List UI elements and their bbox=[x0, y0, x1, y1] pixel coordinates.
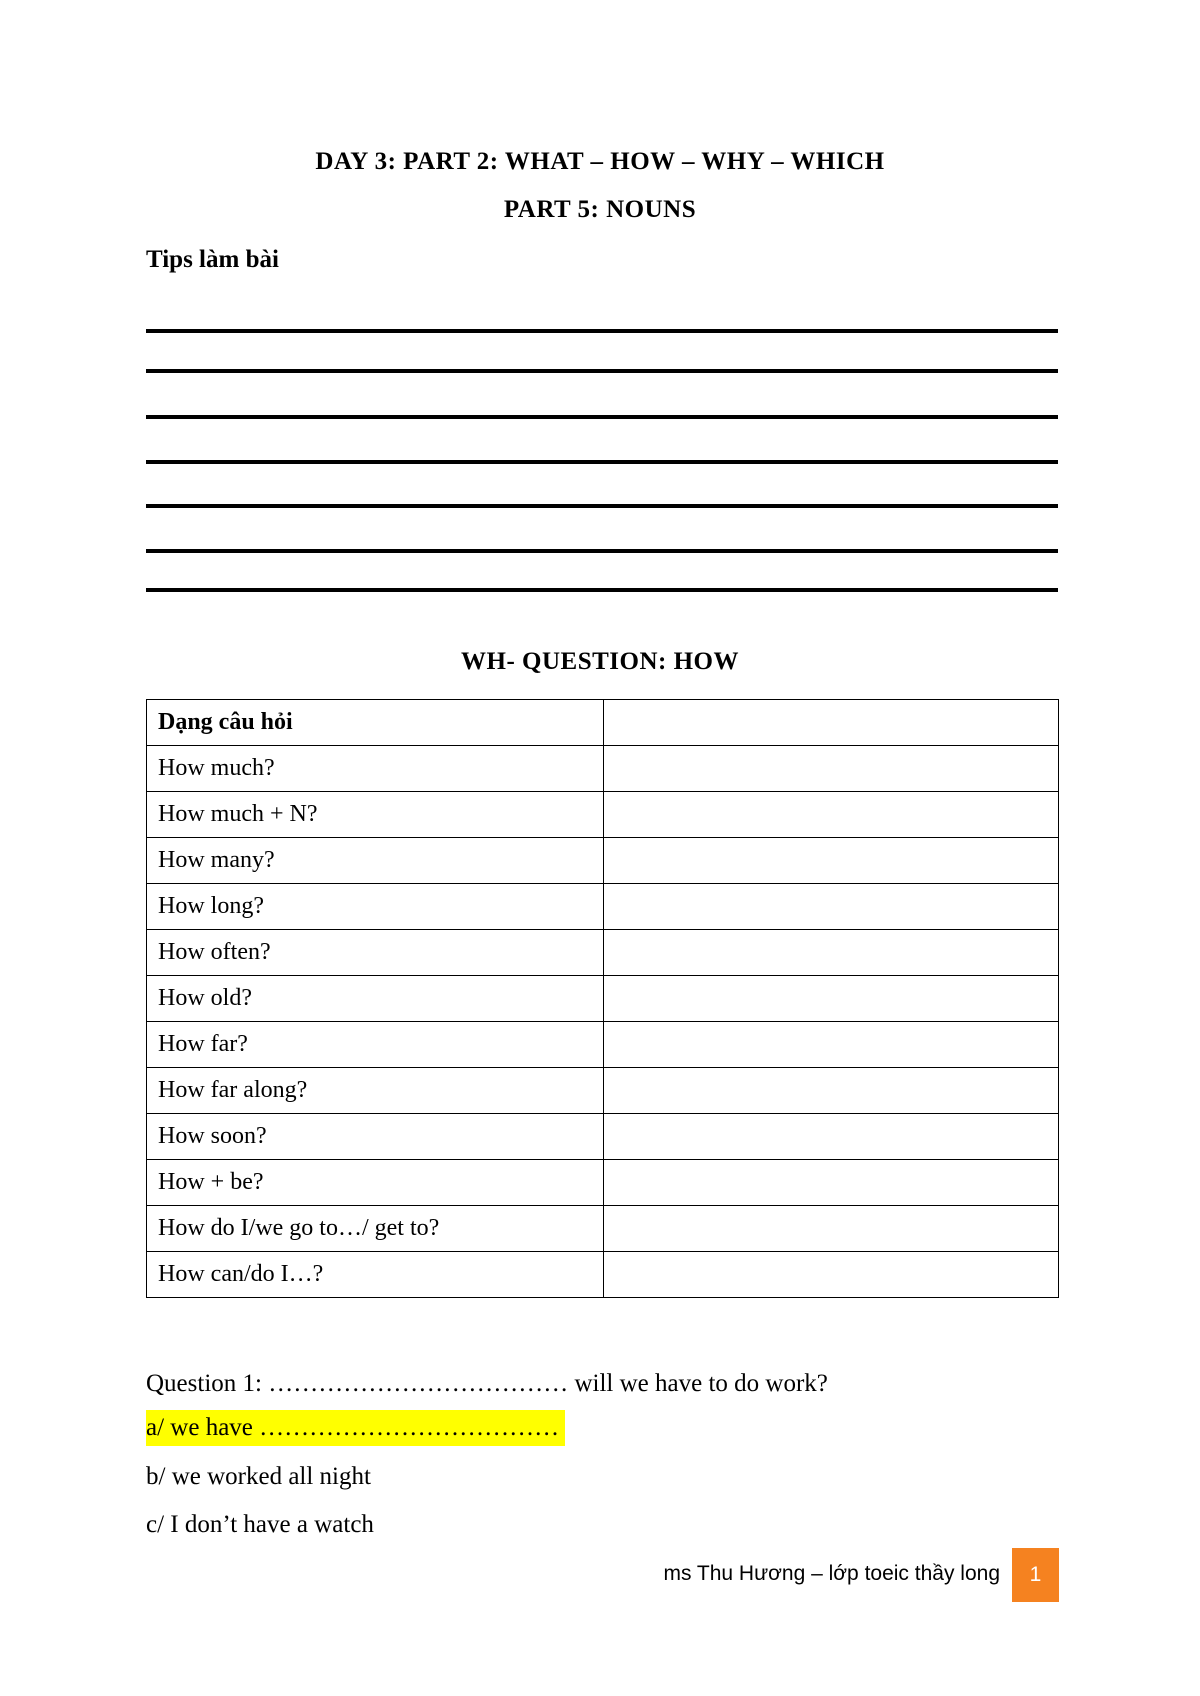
how-question-table bbox=[146, 699, 1059, 1298]
table-cell-blank bbox=[604, 1252, 1059, 1298]
table-row bbox=[147, 838, 1059, 884]
answer-option-c: c/ I don’t have a watch bbox=[146, 1511, 374, 1538]
table-row bbox=[147, 1206, 1059, 1252]
table-cell-question: How old? bbox=[147, 976, 604, 1022]
table-cell-question: How much? bbox=[147, 746, 604, 792]
table-cell-question: How soon? bbox=[147, 1114, 604, 1160]
answer-option-a: a/ we have ……………………………… bbox=[146, 1410, 565, 1446]
table-cell-question: How + be? bbox=[147, 1160, 604, 1206]
table-cell-question: How do I/we go to…/ get to? bbox=[147, 1206, 604, 1252]
table-header-row bbox=[147, 700, 1059, 746]
table-row bbox=[147, 792, 1059, 838]
table-cell-question: How much + N? bbox=[147, 792, 604, 838]
table-cell-blank bbox=[604, 976, 1059, 1022]
section-title: WH- QUESTION: HOW bbox=[461, 648, 739, 675]
table-cell-blank bbox=[604, 1022, 1059, 1068]
blank-writing-line bbox=[146, 369, 1058, 373]
document-subtitle: PART 5: NOUNS bbox=[503, 196, 697, 223]
table-row bbox=[147, 1252, 1059, 1298]
question-prompt: Question 1: ……………………………… will we have to do work? bbox=[146, 1370, 828, 1397]
table-cell-blank bbox=[604, 792, 1059, 838]
blank-writing-line bbox=[146, 588, 1058, 592]
table-cell-blank bbox=[604, 1206, 1059, 1252]
table-cell-blank bbox=[604, 1114, 1059, 1160]
table-cell-question: How often? bbox=[147, 930, 604, 976]
table-cell-question: How far along? bbox=[147, 1068, 604, 1114]
table-header-cell bbox=[604, 700, 1059, 746]
table-row bbox=[147, 1160, 1059, 1206]
table-row bbox=[147, 1068, 1059, 1114]
table-cell-blank bbox=[604, 930, 1059, 976]
table-cell-question: How far? bbox=[147, 1022, 604, 1068]
page-number-badge: 1 bbox=[1012, 1548, 1059, 1602]
table-row bbox=[147, 930, 1059, 976]
tips-label: Tips làm bài bbox=[146, 246, 279, 273]
table-row bbox=[147, 884, 1059, 930]
table-cell-question: How many? bbox=[147, 838, 604, 884]
blank-writing-line bbox=[146, 415, 1058, 419]
table-cell-question: How long? bbox=[147, 884, 604, 930]
table-row bbox=[147, 1022, 1059, 1068]
table-row bbox=[147, 976, 1059, 1022]
table-cell-question: How can/do I…? bbox=[147, 1252, 604, 1298]
table-cell-blank bbox=[604, 1160, 1059, 1206]
table-row bbox=[147, 746, 1059, 792]
blank-writing-line bbox=[146, 329, 1058, 333]
blank-writing-line bbox=[146, 504, 1058, 508]
document-title: DAY 3: PART 2: WHAT – HOW – WHY – WHICH bbox=[315, 148, 885, 175]
table-cell-blank bbox=[604, 746, 1059, 792]
answer-option-b: b/ we worked all night bbox=[146, 1463, 371, 1490]
table-cell-blank bbox=[604, 1068, 1059, 1114]
table-header-cell: Dạng câu hỏi bbox=[147, 700, 604, 746]
footer-author: ms Thu Hương – lớp toeic thầy long bbox=[663, 1562, 1000, 1585]
blank-writing-line bbox=[146, 460, 1058, 464]
table-cell-blank bbox=[604, 884, 1059, 930]
table-cell-blank bbox=[604, 838, 1059, 884]
table-row bbox=[147, 1114, 1059, 1160]
blank-writing-line bbox=[146, 549, 1058, 553]
